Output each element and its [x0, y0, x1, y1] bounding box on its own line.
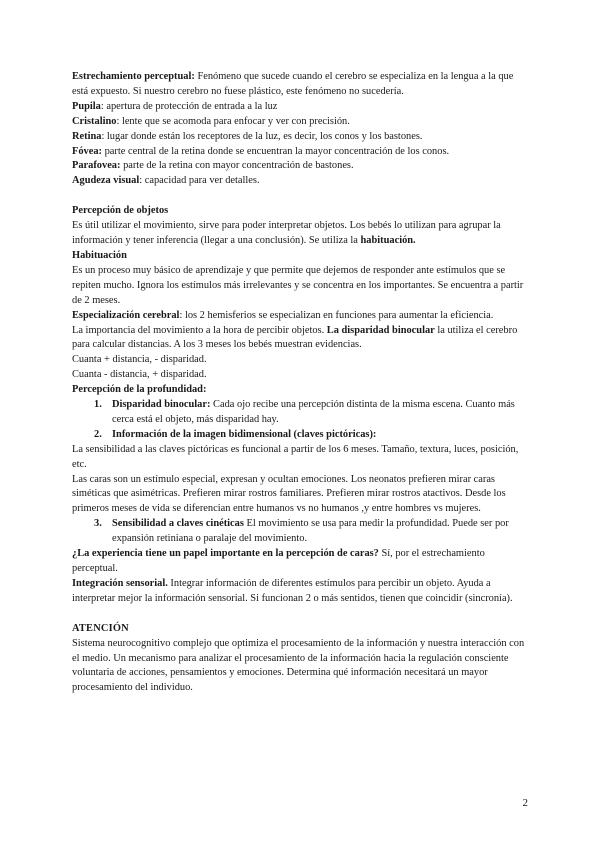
paragraph-habituacion: Es un proceso muy básico de aprendizaje y que permite que dejemos de responder ante estímulos que se repiten mucho. Ignora los estímulos más irrelevantes y se concentra en los importantes. Se encuentra a partir de 2 meses.: [72, 264, 524, 306]
definition-cristalino: [72, 115, 528, 130]
page-content: [72, 70, 528, 696]
item-number: 1.: [94, 399, 102, 411]
item-text: [112, 428, 528, 443]
spacer: [72, 189, 528, 204]
distancia-line: Cuanta + distancia, - disparidad.: [72, 354, 207, 366]
definition-text: : lente que se acomoda para enfocar y ver con precisión.: [116, 115, 350, 127]
definition-parafovea: [72, 159, 528, 174]
bold-term: Información de la imagen bidimensional (claves pictóricas):: [112, 428, 377, 440]
numbered-item-1: [72, 398, 528, 428]
paragraph-text: Sí, por el estrechamiento perceptual.: [72, 548, 485, 574]
section-heading-habituacion: [72, 249, 528, 264]
paragraph-experiencia: [72, 547, 528, 577]
definition-estrechamiento: [72, 70, 528, 100]
definition-text: Fenómeno que sucede cuando el cerebro se especializa en la lengua a la que está expuesto. Si nuestro cerebro no fuese plástico, este fenómeno no sucedería.: [72, 71, 514, 97]
definition-term: Cristalino: [72, 115, 117, 127]
paragraph-text: : los 2 hemisferios se especializan en funciones para aumentar la eficiencia.: [179, 309, 494, 321]
item-text: [112, 398, 528, 428]
paragraph-caras: Las caras son un estímulo especial, expresan y ocultan emociones. Los neonatos prefieren mirar caras siméticas que asimétricas. Prefieren mirar rostros familiares. Prefieren mirar rostros atactivos. Desde los primeros meses de vida se diferencian entre humanos vs no humanos ,y entre hombres vs mujeres.: [72, 473, 506, 515]
bold-term: Sensibilidad a claves cinéticas: [112, 518, 244, 530]
definition-agudeza: [72, 174, 528, 189]
item-text: [112, 517, 528, 547]
spacer: [72, 607, 528, 622]
section-heading-percepcion-objetos: [72, 204, 528, 219]
distancia-line: Cuanta - distancia, + disparidad.: [72, 369, 207, 381]
bold-term: Integración sensorial.: [72, 577, 168, 589]
definition-term: Estrechamiento perceptual:: [72, 71, 195, 82]
section-heading-profundidad: [72, 383, 528, 398]
definition-term: Agudeza visual: [72, 175, 140, 187]
paragraph-text: Es útil utilizar el movimiento, sirve para poder interpretar objetos. Los bebés lo utilizan para agrupar la información y tener inferencia (llegar a una conclusión). Se utiliza la: [72, 220, 501, 247]
heading-text: Percepción de la profundidad:: [72, 384, 207, 396]
paragraph-text: Integrar información de diferentes estímulos para percibir un objeto. Ayuda a interpretar mejor la información sensorial. Si funcionan 2 o más sentidos, tienen que coincidir (sincronía).: [72, 577, 513, 604]
paragraph-text: La importancia del movimiento a la hora de percibir objetos.: [72, 324, 327, 336]
bold-term: habituación.: [360, 235, 416, 247]
paragraph-atencion: Sistema neurocognitivo complejo que optimiza el procesamiento de la información y nuestra interacción con el medio. Un mecanismo para analizar el procesamiento de la información hacia la regulación consciente voluntaria de acciones, pensamientos y emociones. Determina qué información necesitará un mayor procesamiento del individuo.: [72, 637, 525, 694]
section-heading-atencion: ATENCIÓN: [72, 622, 129, 634]
bold-term: ¿La experiencia tiene un papel importante en la percepción de caras?: [72, 548, 379, 560]
paragraph-text: la utiliza el cerebro para calcular distancias. A los 3 meses los bebés muestran evidencias.: [72, 324, 518, 351]
definition-retina: [72, 130, 528, 145]
numbered-item-2: [72, 428, 528, 443]
paragraph-percepcion-objetos: [72, 219, 528, 249]
paragraph-especializacion: [72, 309, 528, 324]
heading-text: Habituación: [72, 249, 127, 261]
definition-pupila: [72, 100, 528, 115]
item-number: 2.: [94, 428, 102, 440]
definition-term: Retina: [72, 130, 102, 142]
paragraph-text: Cada ojo recibe una percepción distinta de la misma escena. Cuanto más cerca está el objeto, más disparidad hay.: [112, 399, 515, 425]
definition-text: : capacidad para ver detalles.: [139, 175, 260, 187]
bold-term: Especialización cerebral: [72, 309, 180, 321]
definition-text: : lugar donde están los receptores de la luz, es decir, los conos y los bastones.: [101, 130, 423, 142]
paragraph-text: El movimiento se usa para medir la profundidad. Puede ser por expansión retiniana o paralaje del movimiento.: [112, 518, 509, 545]
item-number: 3.: [94, 518, 102, 530]
bold-term: La disparidad binocular: [326, 324, 435, 336]
page-number: 2: [522, 797, 528, 809]
bold-term: Disparidad binocular:: [112, 399, 211, 411]
definition-term: Pupila: [72, 100, 101, 112]
definition-text: : apertura de protección de entrada a la luz: [100, 100, 278, 112]
paragraph-integracion: [72, 577, 528, 607]
definition-text: parte central de la retina donde se encuentran la mayor concentración de los conos.: [102, 145, 450, 157]
definition-fovea: [72, 145, 528, 160]
numbered-item-3: [72, 517, 528, 547]
definition-term: Fóvea:: [72, 145, 103, 157]
heading-text: Percepción de objetos: [72, 205, 169, 217]
definition-text: parte de la retina con mayor concentración de bastones.: [120, 160, 354, 172]
definition-term: Parafovea:: [72, 160, 121, 172]
paragraph-claves-pictoricas: La sensibilidad a las claves pictóricas es funcional a partir de los 6 meses. Tamaño, textura, luces, posición, etc.: [72, 443, 519, 470]
paragraph-movimiento: [72, 324, 528, 354]
